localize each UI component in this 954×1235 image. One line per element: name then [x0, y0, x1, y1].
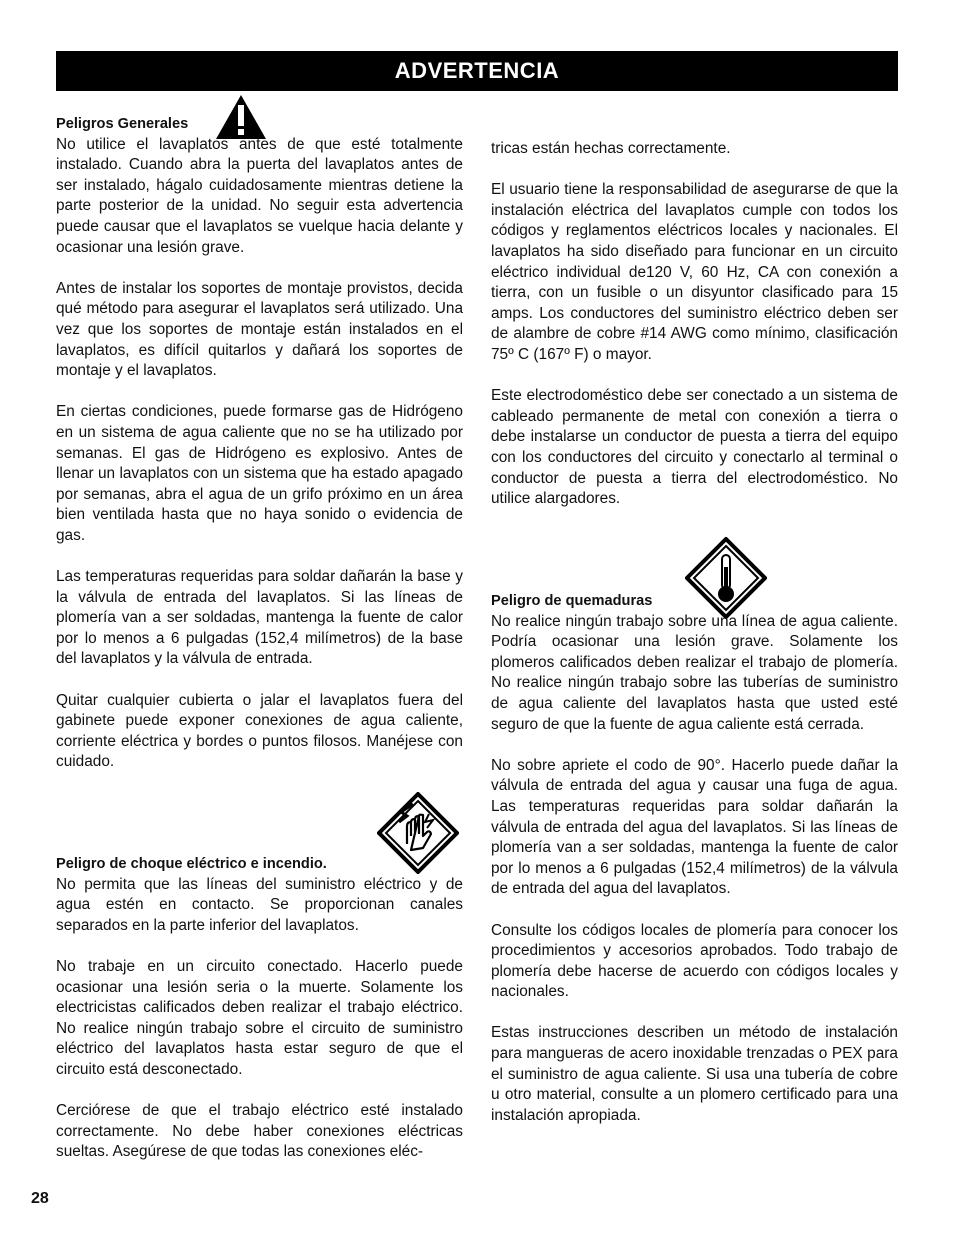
paragraph: En ciertas condiciones, puede formarse gas de Hidrógeno en un sistema de agua caliente que no se ha utilizado por semanas. El gas de Hidrógeno es explosivo. Antes de llenar un lavaplatos con un sistema que ha estado apagado por semanas, abra el agua de un grifo próximo en un área bien ventilada hasta que no haya sonido o evidencia de gas.	[56, 403, 463, 544]
paragraph: No utilice el lavaplatos antes de que esté totalmente instalado. Cuando abra la puerta del lavaplatos antes de ser instalado, hágalo cuidadosamente mientras detiene la parte posterior de la unidad. No seguir esta advertencia puede causar que el lavaplatos se vuelque hacia delante y ocasionar una lesión grave.	[56, 135, 463, 256]
paragraph: Las temperaturas requeridas para soldar dañarán la base y la válvula de entrada del lavaplatos. Si las líneas de plomería van a ser soldadas, mantenga la fuente de calor por lo menos a 6 pulgadas (152,4 milímetros) de la base del lavaplatos y la válvula de entrada.	[56, 568, 463, 668]
paragraph: Quitar cualquier cubierta o jalar el lavaplatos fuera del gabinete puede exponer conexiones de agua caliente, corriente eléctrica y bordes o puntos filosos. Manéjese con cuidado.	[56, 691, 463, 771]
paragraph: Consulte los códigos locales de plomería para conocer los procedimientos y accesorios aprobados. Todo trabajo de plomería debe hacerse de acuerdo con códigos locales y nacionales.	[491, 921, 898, 1001]
burn-hazard-heading: Peligro de quemaduras	[491, 593, 653, 609]
paragraph: No permita que las líneas del suministro eléctrico y de agua estén en contacto. Se proporcionan canales separados en la parte inferior del lavaplatos.	[56, 875, 463, 934]
paragraph: Estas instrucciones describen un método de instalación para mangueras de acero inoxidable trenzadas o PEX para el suministro de agua caliente. Si usa una tubería de cobre u otro material, consulte a un plomero certificado para una instalación apropiada.	[491, 1024, 898, 1124]
paragraph: Cerciórese de que el trabajo eléctrico esté instalado correctamente. No debe haber conexiones eléctricas sueltas. Asegúrese de que todas las conexiones eléc-	[56, 1102, 463, 1161]
right-column	[491, 139, 898, 530]
paragraph: No sobre apriete el codo de 90°. Hacerlo puede dañar la válvula de entrada del agua y causar una fuga de agua. Las temperaturas requeridas para soldar dañarán la válvula de entrada del agua del lavaplatos. Si las líneas de plomería van a ser soldadas, mantenga la fuente de calor por lo menos a 6 pulgadas (152,4 milímetros) de la válvula de entrada del agua del lavaplatos.	[491, 756, 898, 898]
paragraph: El usuario tiene la responsabilidad de asegurarse de que la instalación eléctrica del lavaplatos cumple con todos los códigos y reglamentos eléctricos locales y nacionales. El lavaplatos ha sido diseñado para funcionar en un circuito eléctrico individual de120 V, 60 Hz, CA con conexión a tierra, con un fusible o un disyuntor clasificado para 15 amps. Los conductores del suministro eléctrico deben ser de alambre de cobre #14 AWG como mínimo, clasificación 75º C (167º F) o mayor.	[491, 181, 898, 363]
paragraph: Este electrodoméstico debe ser conectado a un sistema de cableado permanente de metal con conexión a tierra o debe instalarse un conductor de puesta a tierra del equipo con los conductores del circuito y conectarlo al terminal o conductor de puesta a tierra del electrodoméstico. No utilice alargadores.	[491, 387, 898, 508]
left-column-lower	[56, 854, 463, 1184]
general-hazards-heading: Peligros Generales	[56, 116, 189, 132]
electric-shock-heading: Peligro de choque eléctrico e incendio.	[56, 856, 327, 872]
right-column-lower	[491, 591, 898, 1147]
warning-banner	[56, 51, 898, 91]
paragraph: No realice ningún trabajo sobre una línea de agua caliente. Podría ocasionar una lesión grave. Solamente los plomeros calificados deben realizar el trabajo de plomería. No realice ningún trabajo sobre las tuberías de suministro de agua caliente del lavaplatos hasta que usted esté seguro de que la fuente de agua caliente está cerrada.	[491, 612, 898, 733]
left-column	[56, 114, 463, 794]
paragraph: tricas están hechas correctamente.	[491, 140, 731, 157]
paragraph: No trabaje en un circuito conectado. Hacerlo puede ocasionar una lesión seria o la muerte. Solamente los electricistas calificados deben realizar el trabajo eléctrico. No realice ningún trabajo sobre el circuito de suministro eléctrico del lavaplatos hasta estar seguro de que el circuito está desconectado.	[56, 957, 463, 1078]
paragraph: Antes de instalar los soportes de montaje provistos, decida qué método para asegurar el lavaplatos será utilizado. Una vez que los soportes de montaje están instalados en el lavaplatos, es difícil quitarlos y dañará los soportes de montaje y el lavaplatos.	[56, 279, 463, 380]
banner-title: ADVERTENCIA	[394, 58, 560, 83]
page-number: 28	[31, 1190, 49, 1207]
